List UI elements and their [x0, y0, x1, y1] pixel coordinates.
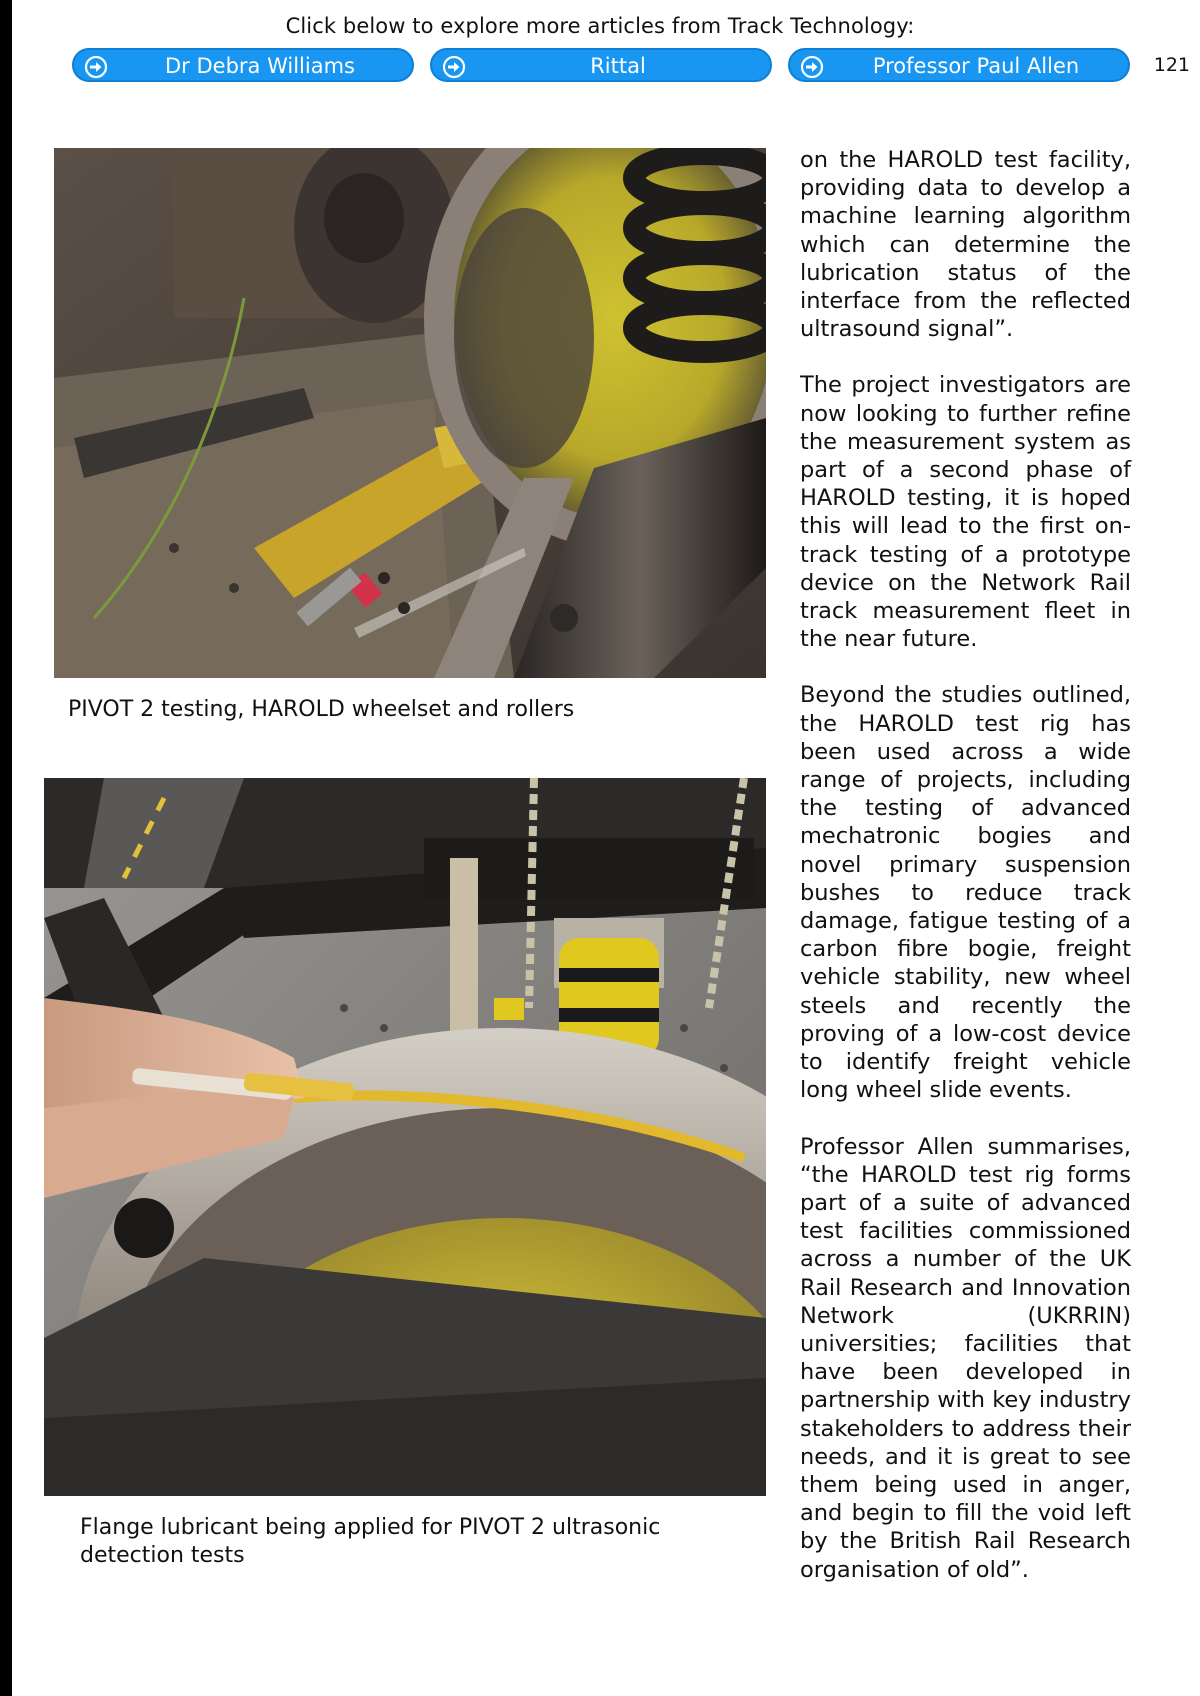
nav-button-professor-paul-allen[interactable]: [788, 48, 1130, 82]
photo-flange-lubricant: [44, 778, 766, 1496]
nav-button-label: Professor Paul Allen: [872, 54, 1080, 78]
figure-caption: Flange lubricant being applied for PIVOT 2 ultrasonic detection tests: [80, 1515, 661, 1568]
article-paragraph: on the HAROLD test facility, providing data to develop a machine learning algorithm which can determine the lubrication status of the interface from the reflected ultrasound signal”.: [800, 147, 1131, 343]
article-paragraph: Professor Allen summarises, “the HAROLD test rig forms part of a suite of advanced test facilities commissioned across a number of the UK Rail Research and Innovation Network (UKRRIN) universities; facilities that have been developed in partnership with key industry stakeholders to address their needs, and it is great to see them being used in anger, and begin to fill the void left by the British Rail Research organisation of old”.: [800, 1133, 1131, 1583]
nav-heading: Click below to explore more articles from Track Technology:: [285, 14, 915, 38]
photo-harold-wheelset-rollers: [54, 148, 766, 678]
article-body: [800, 146, 1131, 1612]
nav-button-label: Rittal: [590, 54, 646, 78]
page-number: 121: [1153, 54, 1190, 76]
article-paragraph: The project investigators are now looking to further refine the measurement system as part of a second phase of HAROLD testing, it is hoped this will lead to the first on-track testing of a prototype device on the Network Rail track measurement fleet in the near future.: [800, 372, 1131, 653]
arrow-right-circle-icon: [800, 55, 824, 79]
nav-button-dr-debra-williams[interactable]: [72, 48, 414, 82]
nav-button-rittal[interactable]: [430, 48, 772, 82]
page-edge-bar: [0, 0, 12, 1696]
arrow-right-circle-icon: [84, 55, 108, 79]
article-paragraph: Beyond the studies outlined, the HAROLD test rig has been used across a wide range of projects, including the testing of advanced mechatronic bogies and novel primary suspension bushes to reduce track damage, fatigue testing of a carbon fibre bogie, freight vehicle stability, new wheel steels and recently the proving of a low-cost device to identify freight vehicle long wheel slide events.: [800, 682, 1131, 1104]
figure-caption: PIVOT 2 testing, HAROLD wheelset and rollers: [68, 697, 575, 722]
nav-button-label: Dr Debra Williams: [165, 54, 355, 78]
arrow-right-circle-icon: [442, 55, 466, 79]
